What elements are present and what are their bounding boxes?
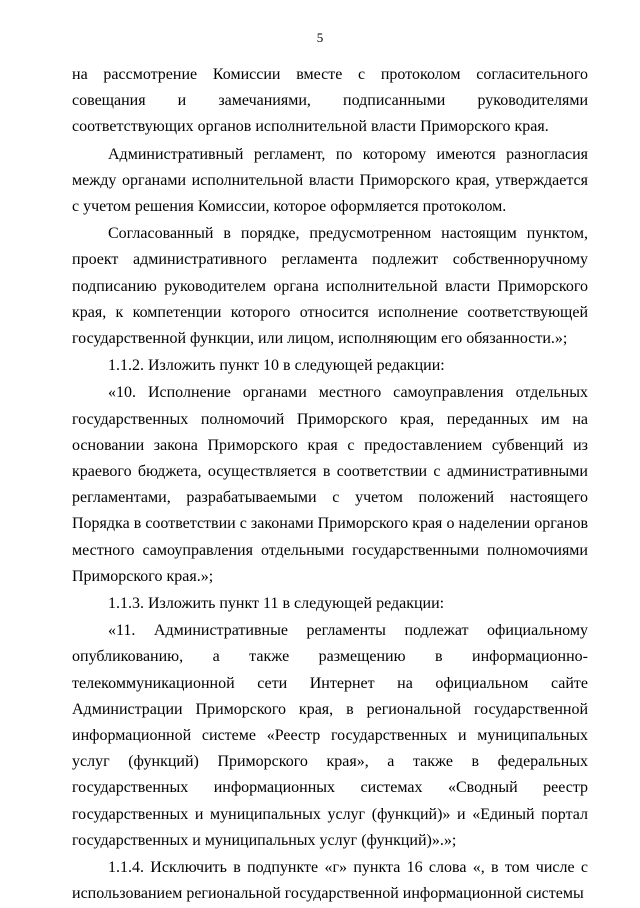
paragraph-clause-10: «10. Исполнение органами местного самоуправления отдельных государственных полномочий Приморского края, переданных им на основании закона Приморского края с предоставлением субвенций из краевого бюджета, осуществляется в соответствии с административными регламентами, разрабатываемыми с учетом положений настоящего Порядка в соответствии с законами Приморского края о наделении органов местного самоуправления отдельными государственными полномочиями Приморского края.»;: [72, 384, 588, 585]
page-number: 5: [316, 30, 324, 45]
paragraph-continuation: на рассмотрение Комиссии вместе с протоколом согласительного совещания и замечаниями, подписанными руководителями соответствующих органов исполнительной власти Приморского края.: [72, 66, 588, 136]
paragraph-item-1-1-4: 1.1.4. Исключить в подпункте «г» пункта 16 слова «, в том числе с использованием региональной государственной информационной системы: [72, 859, 588, 903]
paragraph-clause-11: «11. Административные регламенты подлежат официальному опубликованию, а также размещению в информационно-телекоммуникационной сети Интернет на официальном сайте Администрации Приморского края, в региональной государственной информационной системе «Реестр государственных и муниципальных услуг (функций) Приморского края», а также в федеральных государственных информационных системах «Сводный реестр государственных и муниципальных услуг (функций)» и «Единый портал государственных и муниципальных услуг (функций)».»;: [72, 622, 588, 849]
paragraph-item-1-1-2: 1.1.2. Изложить пункт 10 в следующей редакции:: [108, 357, 445, 375]
paragraph-signing: Согласованный в порядке, предусмотренном настоящим пунктом, проект административного регламента подлежит собственноручному подписанию руководителем органа исполнительной власти Приморского края, к компетенции которого относится исполнение соответствующей государственной функции, или лицом, исполняющим его обязанности.»;: [72, 225, 588, 348]
paragraph-disagreement: Административный регламент, по которому имеются разногласия между органами исполнительной власти Приморского края, утверждается с учетом решения Комиссии, которое оформляется протоколом.: [72, 145, 588, 216]
document-body: [72, 62, 588, 908]
paragraph-item-1-1-3: 1.1.3. Изложить пункт 11 в следующей редакции:: [108, 595, 445, 613]
